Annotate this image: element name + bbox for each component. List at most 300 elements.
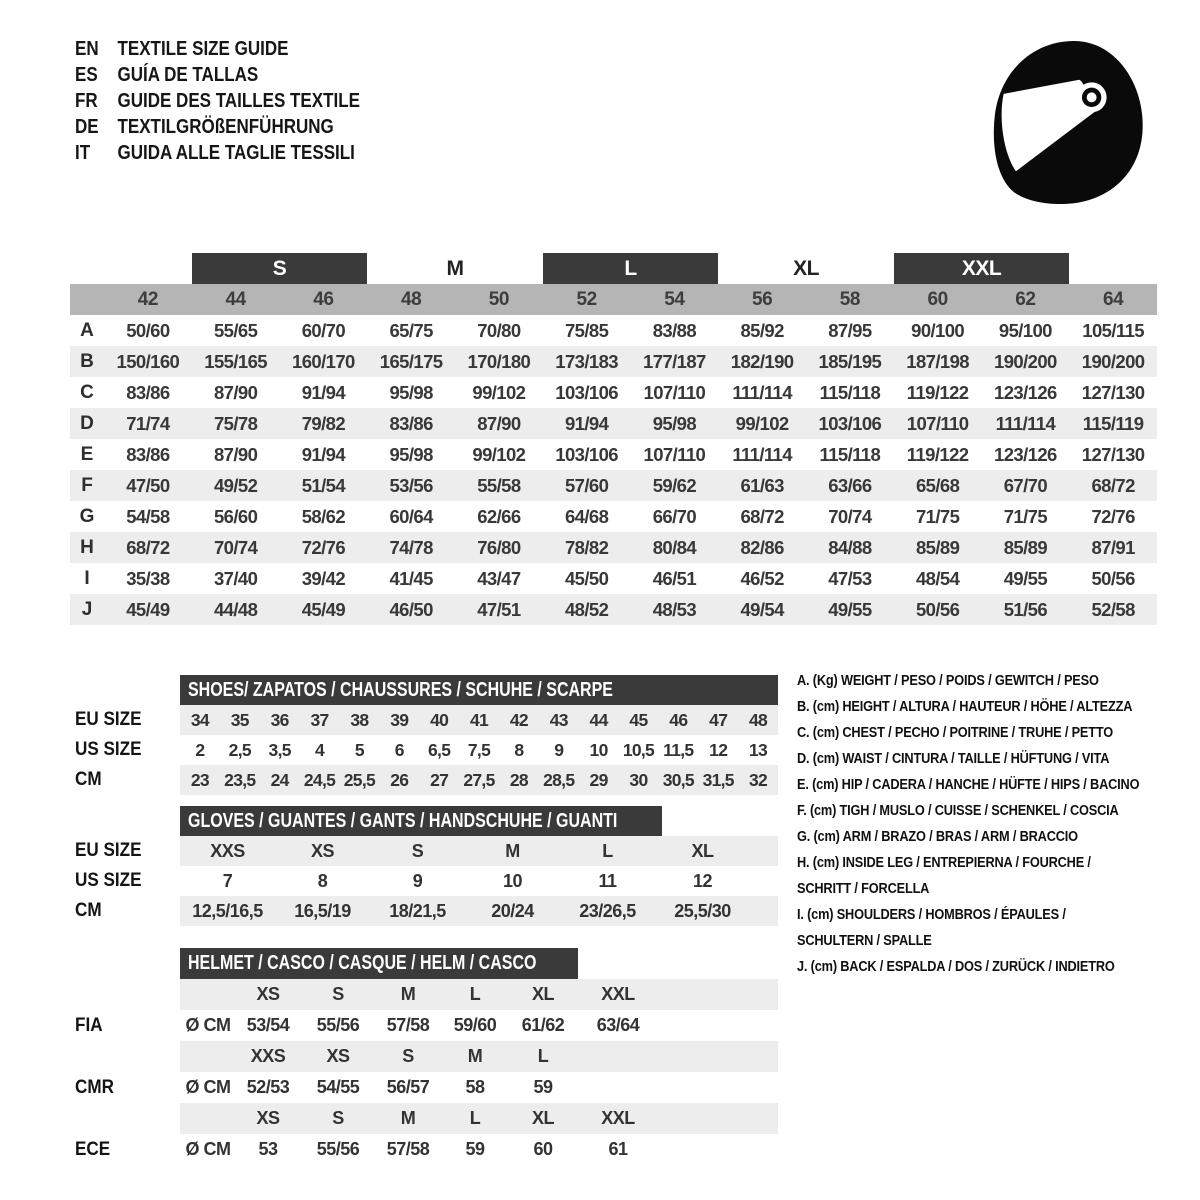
size-cell: 8 xyxy=(514,739,524,760)
size-cell: 83/86 xyxy=(126,381,170,403)
size-cell: 47/53 xyxy=(828,567,872,589)
size-cell: 63/66 xyxy=(828,474,872,496)
size-cell: 61/62 xyxy=(521,1015,565,1035)
size-cell: 63/64 xyxy=(596,1015,640,1035)
size-cell: 111/114 xyxy=(995,412,1056,434)
size-column-header: 52 xyxy=(576,288,597,310)
language-row xyxy=(75,36,360,62)
size-cell: 34 xyxy=(190,709,209,730)
size-cell: 56/60 xyxy=(213,505,258,527)
row-label-cm: CM xyxy=(75,769,102,790)
size-cell: 28 xyxy=(509,769,528,790)
legend-item: C. (cm) CHEST / PECHO / POITRINE / TRUHE / PETTO xyxy=(797,725,1114,741)
size-cell: M xyxy=(400,1108,416,1128)
language-title: GUIDA ALLE TAGLIE TESSILI xyxy=(117,141,355,164)
size-cell: 61/63 xyxy=(740,474,784,496)
size-cell: 70/74 xyxy=(828,505,872,527)
size-cell: 165/175 xyxy=(379,350,443,372)
size-cell: 56/57 xyxy=(386,1077,430,1097)
language-title-block xyxy=(75,36,410,166)
size-cell: 68/72 xyxy=(740,505,784,527)
size-cell: 111/114 xyxy=(732,381,792,403)
size-number-header-row xyxy=(70,284,1157,315)
row-letter: H xyxy=(80,536,94,558)
size-cell: 60 xyxy=(533,1139,553,1159)
size-column-header: 64 xyxy=(1103,288,1124,310)
size-cell: 127/130 xyxy=(1081,381,1145,403)
size-cell: 23/26,5 xyxy=(579,900,636,921)
legend-item: I. (cm) SHOULDERS / HOMBROS / ÉPAULES / xyxy=(797,907,1066,923)
gloves-us-row xyxy=(180,866,778,896)
size-row-A xyxy=(70,315,1157,346)
size-cell: 49/55 xyxy=(828,598,872,620)
size-cell: 55/58 xyxy=(477,474,521,496)
size-cell: S xyxy=(411,840,424,861)
size-cell: XXS xyxy=(250,1046,286,1066)
size-group-header-row xyxy=(70,253,1157,284)
size-cell: 68/72 xyxy=(1091,474,1135,496)
size-cell: 50/56 xyxy=(1091,567,1135,589)
size-cell: 70/74 xyxy=(213,536,258,558)
size-cell: 12,5/16,5 xyxy=(192,900,263,921)
row-label-cm: CM xyxy=(75,900,102,921)
size-cell: 27 xyxy=(430,769,449,790)
size-cell: 42 xyxy=(509,709,528,730)
size-cell: 107/110 xyxy=(643,381,706,403)
helmet-table-title: HELMET / CASCO / CASQUE / HELM / CASCO xyxy=(188,952,537,974)
size-cell: 32 xyxy=(749,769,768,790)
row-letter: D xyxy=(80,412,94,434)
legend-item: SCHRITT / FORCELLA xyxy=(797,881,930,897)
size-row-D xyxy=(70,408,1157,439)
measurement-legend xyxy=(797,668,1197,980)
size-cell: 9 xyxy=(554,739,564,760)
size-column-header: 42 xyxy=(137,288,158,310)
size-cell: 123/126 xyxy=(994,381,1057,403)
size-cell: 37/40 xyxy=(213,567,258,589)
size-cell: 12 xyxy=(692,870,713,891)
size-cell: 47/51 xyxy=(477,598,521,620)
row-label-us-size: US SIZE xyxy=(75,870,142,891)
size-row-F xyxy=(70,470,1157,501)
size-cell: 115/118 xyxy=(819,443,881,465)
size-cell: 155/165 xyxy=(204,350,267,372)
size-cell: 95/98 xyxy=(389,381,433,403)
size-cell: 72/76 xyxy=(1091,505,1135,527)
row-letter: E xyxy=(80,443,94,465)
size-cell: 105/115 xyxy=(1082,319,1144,341)
size-cell: M xyxy=(400,984,416,1004)
size-row-J xyxy=(70,594,1157,625)
size-cell: 87/91 xyxy=(1091,536,1135,558)
size-cell: 59 xyxy=(465,1139,485,1159)
size-column-header: 56 xyxy=(752,288,773,310)
unit-label: Ø CM xyxy=(185,1015,231,1035)
size-row-C xyxy=(70,377,1157,408)
size-cell: 55/65 xyxy=(213,319,258,341)
helmet-values-row-FIA xyxy=(180,1010,778,1041)
size-cell: 50/56 xyxy=(915,598,960,620)
size-cell: 47 xyxy=(709,709,728,730)
size-cell: 8 xyxy=(317,870,328,891)
shoes-eu-row xyxy=(180,705,778,735)
unit-label: Ø CM xyxy=(185,1139,231,1159)
size-cell: 177/187 xyxy=(643,350,706,372)
language-code: ES xyxy=(75,63,98,86)
language-code: FR xyxy=(75,89,98,112)
size-cell: 115/119 xyxy=(1082,412,1144,434)
size-cell: 3,5 xyxy=(268,739,291,760)
language-code: IT xyxy=(75,141,91,164)
size-cell: 91/94 xyxy=(564,412,609,434)
size-cell: 10,5 xyxy=(622,739,655,760)
size-cell: M xyxy=(467,1046,483,1066)
legend-item: H. (cm) INSIDE LEG / ENTREPIERNA / FOURCHE / xyxy=(797,855,1091,871)
size-cell: L xyxy=(469,984,481,1004)
row-label-cmr: CMR xyxy=(75,1076,114,1098)
size-cell: 80/84 xyxy=(652,536,697,558)
helmet-values-row-CMR xyxy=(180,1072,778,1103)
size-cell: 59/60 xyxy=(453,1015,497,1035)
size-cell: XXL xyxy=(601,1108,635,1128)
size-cell: 45/49 xyxy=(301,598,346,620)
size-cell: 91/94 xyxy=(301,443,346,465)
size-cell: 20/24 xyxy=(491,900,534,921)
size-cell: 187/198 xyxy=(906,350,969,372)
size-cell: 99/102 xyxy=(472,381,526,403)
size-column-header: 46 xyxy=(313,288,334,310)
size-cell: 119/122 xyxy=(906,381,969,403)
size-cell: 87/90 xyxy=(213,443,258,465)
language-title: GUIDE DES TAILLES TEXTILE xyxy=(117,89,360,112)
size-cell: 123/126 xyxy=(994,443,1057,465)
size-cell: 160/170 xyxy=(292,350,355,372)
size-cell: 27,5 xyxy=(463,769,495,790)
row-letter: I xyxy=(84,567,90,589)
gloves-eu-row xyxy=(180,836,778,866)
size-cell: 62/66 xyxy=(477,505,521,527)
shoes-us-row xyxy=(180,735,778,765)
language-title: TEXTILGRÖßENFÜHRUNG xyxy=(117,115,334,138)
legend-item: E. (cm) HIP / CADERA / HANCHE / HÜFTE / HIPS / BACINO xyxy=(797,777,1140,793)
size-cell: 107/110 xyxy=(643,443,706,465)
language-row xyxy=(75,140,360,166)
size-cell: 4 xyxy=(315,739,325,760)
size-cell: 26 xyxy=(390,769,409,790)
size-cell: 103/106 xyxy=(818,412,882,434)
size-cell: 28,5 xyxy=(543,769,575,790)
size-cell: 70/80 xyxy=(477,319,521,341)
size-cell: 2,5 xyxy=(228,739,251,760)
size-column-header: 54 xyxy=(664,288,685,310)
size-group-label: XXL xyxy=(894,253,1070,284)
gloves-table-header-bar xyxy=(180,806,662,837)
gloves-cm-row xyxy=(180,896,778,926)
size-cell: 23,5 xyxy=(224,769,256,790)
size-cell: 61 xyxy=(608,1139,628,1159)
size-cell: 95/98 xyxy=(389,443,433,465)
legend-item: G. (cm) ARM / BRAZO / BRAS / ARM / BRACCIO xyxy=(797,829,1078,845)
size-cell: 43 xyxy=(549,709,568,730)
size-cell: 52/53 xyxy=(246,1077,290,1097)
size-cell: 190/200 xyxy=(994,350,1057,372)
size-cell: 60/64 xyxy=(389,505,433,527)
language-title: GUÍA DE TALLAS xyxy=(117,63,259,86)
size-column-header: 48 xyxy=(401,288,422,310)
size-cell: 39/42 xyxy=(301,567,346,589)
size-cell: 52/58 xyxy=(1091,598,1135,620)
size-cell: XS xyxy=(326,1046,350,1066)
size-cell: 87/90 xyxy=(213,381,258,403)
row-letter: J xyxy=(81,598,93,620)
gloves-table-title: GLOVES / GUANTES / GANTS / HANDSCHUHE / GUANTI xyxy=(188,810,618,832)
size-cell: 87/90 xyxy=(477,412,521,434)
size-cell: 190/200 xyxy=(1081,350,1145,372)
size-cell: 25,5 xyxy=(343,769,376,790)
size-cell: 11 xyxy=(598,870,617,891)
size-cell: 115/118 xyxy=(819,381,881,403)
size-cell: 35 xyxy=(230,709,249,730)
size-cell: 54/58 xyxy=(126,505,170,527)
size-cell: 51/54 xyxy=(301,474,346,496)
row-letter: A xyxy=(80,319,94,341)
size-column-header: 50 xyxy=(488,288,509,310)
row-label-eu-size: EU SIZE xyxy=(75,840,142,861)
size-cell: 24 xyxy=(270,769,289,790)
size-cell: 49/55 xyxy=(1003,567,1048,589)
size-cell: 45 xyxy=(629,709,648,730)
size-cell: 71/75 xyxy=(915,505,960,527)
language-code: DE xyxy=(75,115,99,138)
size-cell: 12 xyxy=(709,739,728,760)
size-group-label: XL xyxy=(793,256,819,280)
size-cell: 59 xyxy=(533,1077,553,1097)
size-cell: 76/80 xyxy=(477,536,521,558)
shoes-cm-row xyxy=(180,765,778,795)
legend-item: SCHULTERN / SPALLE xyxy=(797,933,932,949)
size-cell: 48/53 xyxy=(652,598,697,620)
size-cell: 170/180 xyxy=(467,350,531,372)
size-row-I xyxy=(70,563,1157,594)
size-cell: 37 xyxy=(310,709,329,730)
size-cell: XS xyxy=(256,1108,280,1128)
size-cell: 7 xyxy=(222,870,233,891)
language-code: EN xyxy=(75,37,99,60)
helmet-sizes-row-ECE xyxy=(180,1103,778,1134)
size-row-B xyxy=(70,346,1157,377)
size-cell: 29 xyxy=(589,769,608,790)
size-cell: 49/52 xyxy=(213,474,258,496)
size-row-E xyxy=(70,439,1157,470)
row-label-eu-size: EU SIZE xyxy=(75,709,142,730)
helmet-table-header-bar xyxy=(180,948,578,979)
size-cell: 60/70 xyxy=(301,319,346,341)
size-cell: 10 xyxy=(589,739,608,760)
size-cell: 83/88 xyxy=(652,319,697,341)
size-cell: 68/72 xyxy=(126,536,170,558)
size-cell: 50/60 xyxy=(126,319,170,341)
size-cell: 53 xyxy=(258,1139,278,1159)
size-cell: 103/106 xyxy=(555,443,618,465)
size-cell: 71/74 xyxy=(126,412,170,434)
size-cell: 74/78 xyxy=(389,536,433,558)
size-cell: 91/94 xyxy=(301,381,346,403)
size-cell: L xyxy=(537,1046,549,1066)
size-cell: XL xyxy=(531,984,554,1004)
size-cell: 41/45 xyxy=(389,567,433,589)
size-cell: 46/51 xyxy=(652,567,697,589)
size-cell: 84/88 xyxy=(828,536,872,558)
size-cell: 13 xyxy=(749,739,768,760)
size-cell: XS xyxy=(310,840,334,861)
size-cell: 58/62 xyxy=(301,505,346,527)
size-cell: 107/110 xyxy=(906,412,969,434)
size-cell: S xyxy=(332,984,344,1004)
legend-item: F. (cm) TIGH / MUSLO / CUISSE / SCHENKEL / COSCIA xyxy=(797,803,1119,819)
size-cell: 36 xyxy=(270,709,289,730)
size-cell: 44/48 xyxy=(213,598,258,620)
row-letter: G xyxy=(79,505,95,527)
size-cell: 31,5 xyxy=(702,769,734,790)
unit-label: Ø CM xyxy=(185,1077,231,1097)
size-cell: 55/56 xyxy=(316,1139,360,1159)
size-cell: 83/86 xyxy=(389,412,433,434)
size-cell: 78/82 xyxy=(564,536,609,558)
shoes-table-header-bar xyxy=(180,675,778,706)
size-cell: 65/68 xyxy=(915,474,960,496)
size-cell: 16,5/19 xyxy=(294,900,351,921)
size-cell: S xyxy=(332,1108,344,1128)
size-cell: 23 xyxy=(190,769,209,790)
size-cell: 43/47 xyxy=(477,567,521,589)
legend-item: J. (cm) BACK / ESPALDA / DOS / ZURÜCK / INDIETRO xyxy=(797,959,1115,975)
size-cell: 53/54 xyxy=(246,1015,290,1035)
size-cell: 35/38 xyxy=(126,567,170,589)
size-cell: 40 xyxy=(430,709,449,730)
size-cell: 85/92 xyxy=(740,319,784,341)
size-cell: 25,5/30 xyxy=(674,900,731,921)
size-cell: 71/75 xyxy=(1003,505,1048,527)
size-group-label: L xyxy=(543,253,719,284)
size-cell: 6 xyxy=(394,739,404,760)
size-cell: 95/100 xyxy=(998,319,1052,341)
size-cell: 103/106 xyxy=(555,381,618,403)
size-cell: 79/82 xyxy=(301,412,346,434)
size-cell: L xyxy=(469,1108,481,1128)
row-letter: C xyxy=(80,381,94,403)
size-cell: 111/114 xyxy=(732,443,792,465)
size-cell: 49/54 xyxy=(740,598,784,620)
size-cell: XL xyxy=(531,1108,554,1128)
size-cell: 75/78 xyxy=(213,412,258,434)
legend-item: A. (Kg) WEIGHT / PESO / POIDS / GEWITCH / PESO xyxy=(797,673,1099,689)
size-cell: 82/86 xyxy=(740,536,784,558)
size-cell: 85/89 xyxy=(1003,536,1048,558)
size-column-header: 44 xyxy=(225,288,246,310)
size-cell: 48 xyxy=(749,709,768,730)
size-cell: 44 xyxy=(589,709,608,730)
size-cell: 47/50 xyxy=(126,474,170,496)
size-cell: 39 xyxy=(390,709,409,730)
size-cell: 150/160 xyxy=(116,350,180,372)
size-cell: 185/195 xyxy=(818,350,882,372)
size-cell: 75/85 xyxy=(564,319,609,341)
size-cell: 173/183 xyxy=(555,350,618,372)
size-cell: 65/75 xyxy=(389,319,433,341)
size-cell: XXS xyxy=(210,840,245,861)
row-label-us-size: US SIZE xyxy=(75,739,142,760)
size-cell: 99/102 xyxy=(472,443,526,465)
language-row xyxy=(75,88,360,114)
helmet-values-row-ECE xyxy=(180,1134,778,1165)
size-cell: 54/55 xyxy=(316,1077,360,1097)
size-cell: 95/98 xyxy=(652,412,697,434)
size-cell: 41 xyxy=(469,709,489,730)
legend-item: D. (cm) WAIST / CINTURA / TAILLE / HÜFTUNG / VITA xyxy=(797,751,1110,767)
size-cell: 46 xyxy=(669,709,688,730)
size-cell: 66/70 xyxy=(652,505,697,527)
size-cell: 30 xyxy=(629,769,648,790)
language-row xyxy=(75,114,360,140)
size-cell: XXL xyxy=(601,984,635,1004)
size-cell: 5 xyxy=(354,739,364,760)
size-cell: 99/102 xyxy=(735,412,789,434)
size-cell: 38 xyxy=(350,709,369,730)
size-cell: 57/58 xyxy=(386,1139,430,1159)
size-group-label: M xyxy=(446,256,464,280)
size-cell: 6,5 xyxy=(428,739,451,760)
size-row-G xyxy=(70,501,1157,532)
helmet-sizes-row-FIA xyxy=(180,979,778,1010)
size-cell: S xyxy=(402,1046,414,1066)
size-cell: 9 xyxy=(412,870,423,891)
size-cell: 83/86 xyxy=(126,443,170,465)
size-cell: 18/21,5 xyxy=(389,900,446,921)
size-cell: 59/62 xyxy=(652,474,697,496)
size-cell: 55/56 xyxy=(316,1015,360,1035)
size-cell: 57/58 xyxy=(386,1015,430,1035)
size-column-header: 58 xyxy=(839,288,860,310)
size-cell: 85/89 xyxy=(915,536,960,558)
size-cell: 182/190 xyxy=(730,350,794,372)
helmet-sizes-row-CMR xyxy=(180,1041,778,1072)
size-cell: 48/54 xyxy=(915,567,960,589)
size-cell: 2 xyxy=(195,739,205,760)
size-cell: 57/60 xyxy=(564,474,609,496)
racing-helmet-icon xyxy=(978,34,1156,210)
size-cell: 45/50 xyxy=(564,567,609,589)
language-title: TEXTILE SIZE GUIDE xyxy=(117,37,289,60)
size-cell: XS xyxy=(256,984,280,1004)
size-column-header: 62 xyxy=(1015,288,1036,310)
size-cell: 51/56 xyxy=(1003,598,1048,620)
size-cell: M xyxy=(505,840,520,861)
size-cell: 58 xyxy=(465,1077,485,1097)
shoes-table-title: SHOES/ ZAPATOS / CHAUSSURES / SCHUHE / SCARPE xyxy=(188,679,613,701)
size-cell: 11,5 xyxy=(663,739,694,760)
size-cell: 90/100 xyxy=(911,319,965,341)
size-cell: 64/68 xyxy=(564,505,609,527)
size-cell: XL xyxy=(691,840,714,861)
size-cell: 67/70 xyxy=(1003,474,1048,496)
size-cell: 127/130 xyxy=(1081,443,1145,465)
legend-item: B. (cm) HEIGHT / ALTURA / HAUTEUR / HÖHE / ALTEZZA xyxy=(797,699,1133,715)
size-group-label: S xyxy=(192,253,368,284)
size-cell: 10 xyxy=(502,870,523,891)
row-label-fia: FIA xyxy=(75,1014,103,1036)
size-cell: 72/76 xyxy=(301,536,346,558)
size-cell: 87/95 xyxy=(828,319,872,341)
